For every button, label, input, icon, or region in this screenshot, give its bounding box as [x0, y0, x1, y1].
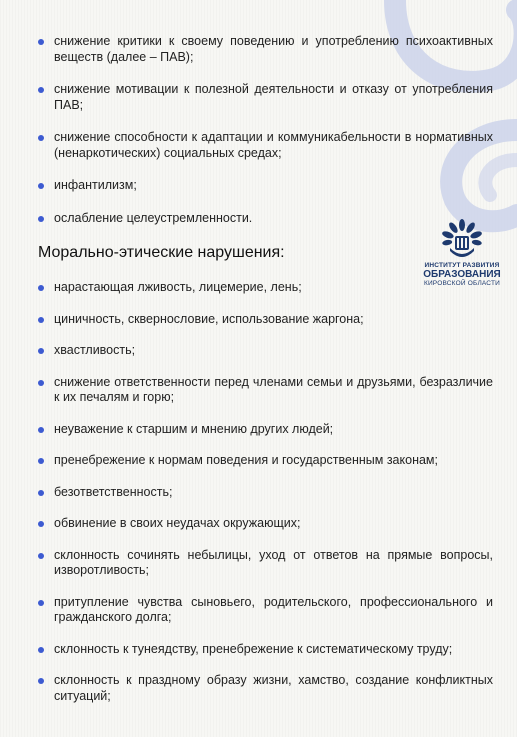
list-item-text: склонность к тунеядству, пренебрежение к систематическому труду; [54, 641, 453, 656]
list-item [38, 82, 493, 113]
list-item-text: неуважение к старшим и мнению других людей; [54, 421, 334, 436]
section-heading: Морально-этические нарушения: [38, 244, 285, 261]
logo-line-3: КИРОВСКОЙ ОБЛАСТИ [423, 280, 501, 287]
bullet-icon [38, 285, 44, 291]
bullet-icon [38, 678, 44, 684]
list-item [38, 280, 493, 296]
list-item [38, 673, 493, 704]
list-item [38, 453, 493, 469]
logo-line-2: ОБРАЗОВАНИЯ [423, 269, 501, 280]
bullet-icon [38, 521, 44, 527]
list-item [38, 312, 493, 328]
list-top-section [38, 34, 493, 243]
bullet-icon [38, 216, 44, 222]
list-item [38, 516, 493, 532]
bullet-icon [38, 458, 44, 464]
bullet-icon [38, 427, 44, 433]
list-item-text: хвастливость; [54, 343, 136, 357]
list-item-text: обвинение в своих неудачах окружающих; [54, 516, 301, 530]
list-item-text: склонность сочинять небылицы, уход от ответов на прямые вопросы, изворотливость; [54, 547, 493, 577]
list-item-text: склонность к праздному образу жизни, хамство, создание конфликтных ситуаций; [54, 673, 493, 703]
logo-line-1: ИНСТИТУТ РАЗВИТИЯ [424, 262, 500, 269]
list-item-text: снижение ответственности перед членами семьи и друзьями, безразличие к их печалям и горю; [54, 374, 493, 404]
list-item [38, 485, 493, 501]
list-bottom-section [38, 280, 493, 720]
list-item [38, 422, 493, 438]
list-item-text: притупление чувства сыновьего, родительского, профессионального и гражданского долга; [54, 594, 493, 624]
list-item-text: пренебрежение к нормам поведения и государственным законам; [54, 453, 438, 467]
list-item [38, 375, 493, 406]
list-item [38, 642, 493, 658]
bullet-icon [38, 600, 44, 606]
bullet-icon [38, 183, 44, 189]
symptom-list-top [38, 34, 493, 226]
bullet-icon [38, 490, 44, 496]
bullet-icon [38, 553, 44, 559]
list-item [38, 34, 493, 65]
bullet-icon [38, 39, 44, 45]
logo-emblem-icon [440, 218, 484, 260]
bullet-icon [38, 87, 44, 93]
list-item-text: безответственность; [54, 484, 173, 499]
bullet-icon [38, 135, 44, 141]
symptom-list-bottom [38, 280, 493, 704]
list-item [38, 343, 493, 359]
bullet-icon [38, 380, 44, 386]
list-item [38, 595, 493, 626]
list-item-text: снижение способности к адаптации и коммуникабельности в нормативных (ненаркотических) социальных средах; [54, 130, 493, 160]
list-item [38, 130, 493, 161]
bullet-icon [38, 317, 44, 323]
list-item [38, 548, 493, 579]
list-item-text: ослабление целеустремленности. [54, 210, 253, 225]
list-item-text: инфантилизм; [54, 178, 137, 192]
list-item-text: циничность, сквернословие, использование жаргона; [54, 311, 364, 326]
list-item [38, 178, 493, 194]
list-item-text: снижение критики к своему поведению и употреблению психоактивных веществ (далее – ПАВ); [54, 34, 493, 64]
list-item-text: снижение мотивации к полезной деятельности и отказу от употребления ПАВ; [54, 82, 493, 112]
institute-logo [416, 218, 508, 287]
bullet-icon [38, 647, 44, 653]
bullet-icon [38, 348, 44, 354]
list-item-text: нарастающая лживость, лицемерие, лень; [54, 280, 302, 294]
